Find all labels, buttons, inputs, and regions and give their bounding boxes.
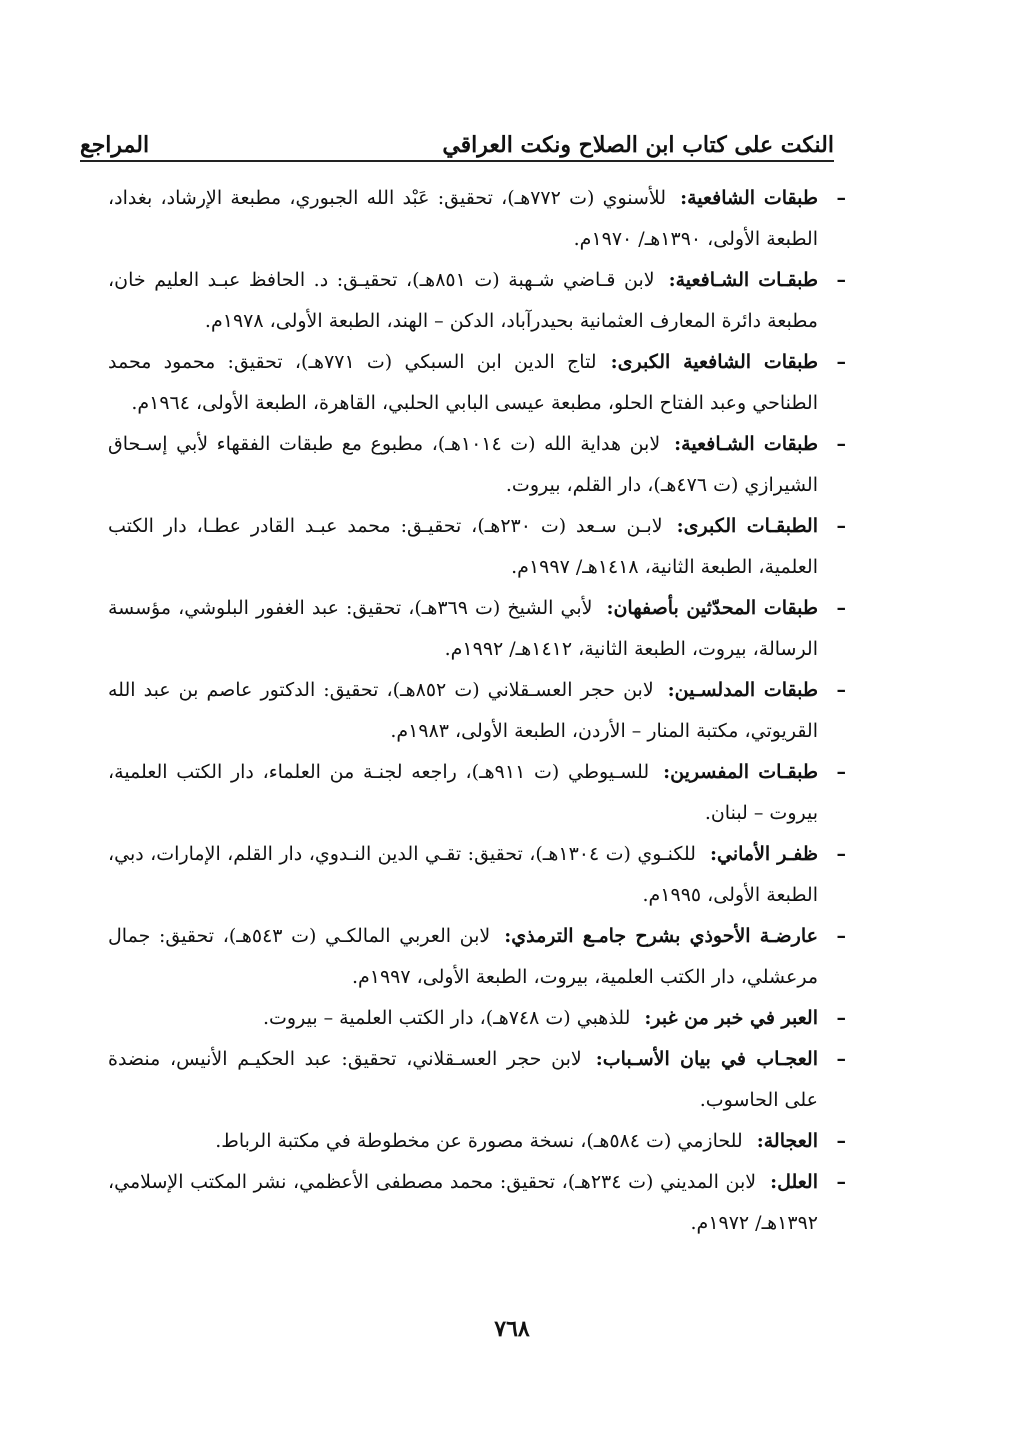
reference-title: عارضـة الأحوذي بشرح جامـع الترمذي: bbox=[504, 925, 818, 947]
reference-entry bbox=[108, 752, 846, 834]
reference-text: للذهبي (ت ٧٤٨هـ)، دار الكتب العلمية – بيروت. bbox=[263, 1007, 631, 1029]
book-title: النكت على كتاب ابن الصلاح ونكت العراقي bbox=[442, 132, 834, 158]
reference-title: العلل: bbox=[770, 1171, 818, 1193]
reference-entry bbox=[108, 834, 846, 916]
header-divider bbox=[80, 160, 834, 162]
bullet-dash: – bbox=[836, 1171, 846, 1193]
bullet-dash: – bbox=[836, 187, 846, 209]
reference-text: للحازمي (ت ٥٨٤هـ)، نسخة مصورة عن مخطوطة في مكتبة الرباط. bbox=[215, 1130, 743, 1152]
reference-title: طبقات المدلسـين: bbox=[667, 679, 818, 701]
bullet-dash: – bbox=[836, 515, 846, 537]
reference-entry bbox=[108, 916, 846, 998]
reference-text: للأسنوي (ت ٧٧٢هـ)، تحقيق: عَبْد الله الجبوري، مطبعة الإرشاد، بغداد، الطبعة الأولى، ١٣٩٠هـ/ ١٩٧٠م. bbox=[108, 187, 818, 250]
reference-entry bbox=[108, 260, 846, 342]
reference-entry bbox=[108, 1162, 846, 1244]
bullet-dash: – bbox=[836, 269, 846, 291]
bullet-dash: – bbox=[836, 925, 846, 947]
bullet-dash: – bbox=[836, 843, 846, 865]
reference-title: العجـاب في بيان الأسـباب: bbox=[595, 1048, 818, 1070]
bullet-dash: – bbox=[836, 1007, 846, 1029]
reference-text: لابن المديني (ت ٢٣٤هـ)، تحقيق: محمد مصطفى الأعظمي، نشر المكتب الإسلامي، ١٣٩٢هـ/ ١٩٧٢م. bbox=[108, 1171, 818, 1234]
reference-entry bbox=[108, 1121, 846, 1162]
reference-text: لابن العربي المالكـي (ت ٥٤٣هـ)، تحقيق: جمال مرعشلي، دار الكتب العلمية، بيروت، الطبعة الأولى، ١٩٩٧م. bbox=[108, 925, 818, 988]
bullet-dash: – bbox=[836, 597, 846, 619]
page-number: ٧٦٨ bbox=[494, 1316, 530, 1342]
reference-title: طبقات المحدّثين بأصفهان: bbox=[606, 597, 818, 619]
reference-entry bbox=[108, 1039, 846, 1121]
reference-entry bbox=[108, 506, 846, 588]
reference-entry bbox=[108, 670, 846, 752]
references-list bbox=[108, 178, 846, 1244]
reference-text: لابن حجر العسـقلاني، تحقيق: عبد الحكيـم الأنيس، منضدة على الحاسوب. bbox=[108, 1048, 818, 1111]
bullet-dash: – bbox=[836, 1048, 846, 1070]
reference-entry bbox=[108, 998, 846, 1039]
reference-title: طبقات الشافعية: bbox=[680, 187, 818, 209]
reference-text: لابن هداية الله (ت ١٠١٤هـ)، مطبوع مع طبقات الفقهاء لأبي إسـحاق الشيرازي (ت ٤٧٦هـ)، دار القلم، بيروت. bbox=[108, 433, 818, 496]
bullet-dash: – bbox=[836, 351, 846, 373]
reference-title: ظفـر الأماني: bbox=[709, 843, 818, 865]
reference-title: طبقات الشـافعية: bbox=[674, 433, 818, 455]
reference-text: لابن حجر العسـقلاني (ت ٨٥٢هـ)، تحقيق: الدكتور عاصم بن عبد الله القريوتي، مكتبة المنار – الأردن، الطبعة الأولى، ١٩٨٣م. bbox=[108, 679, 818, 742]
reference-title: طبقات الشافعية الكبرى: bbox=[610, 351, 818, 373]
reference-title: الطبقـات الكبرى: bbox=[676, 515, 818, 537]
reference-entry bbox=[108, 424, 846, 506]
running-header bbox=[80, 112, 834, 158]
reference-text: لتاج الدين ابن السبكي (ت ٧٧١هـ)، تحقيق: محمود محمد الطناحي وعبد الفتاح الحلو، مطبعة عيسى البابي الحلبي، القاهرة، الطبعة الأولى، ١٩٦٤م. bbox=[108, 351, 818, 414]
reference-entry bbox=[108, 342, 846, 424]
reference-text: للسـيوطي (ت ٩١١هـ)، راجعه لجنـة من العلماء، دار الكتب العلمية، بيروت – لبنان. bbox=[108, 761, 818, 824]
reference-text: للكنـوي (ت ١٣٠٤هـ)، تحقيق: تقـي الدين النـدوي، دار القلم، الإمارات، دبي، الطبعة الأولى، ١٩٩٥م. bbox=[108, 843, 818, 906]
bullet-dash: – bbox=[836, 1130, 846, 1152]
bullet-dash: – bbox=[836, 761, 846, 783]
reference-entry bbox=[108, 178, 846, 260]
reference-title: العبر في خبر من غبر: bbox=[644, 1007, 818, 1029]
reference-entry bbox=[108, 588, 846, 670]
reference-title: طبقـات الشـافعية: bbox=[668, 269, 818, 291]
reference-title: العجالة: bbox=[756, 1130, 818, 1152]
section-title: المراجع bbox=[80, 132, 150, 158]
reference-text: لأبي الشيخ (ت ٣٦٩هـ)، تحقيق: عبد الغفور البلوشي، مؤسسة الرسالة، بيروت، الطبعة الثانية، ١٤١٢هـ/ ١٩٩٢م. bbox=[108, 597, 818, 660]
bullet-dash: – bbox=[836, 433, 846, 455]
reference-text: لابن قـاضي شـهبة (ت ٨٥١هـ)، تحقيـق: د. الحافظ عبـد العليم خان، مطبعة دائرة المعارف العثمانية بحيدرآباد، الدكن – الهند، الطبعة الأولى، ١٩٧٨م. bbox=[108, 269, 818, 332]
reference-text: لابـن سـعد (ت ٢٣٠هـ)، تحقيـق: محمد عبـد القادر عطـا، دار الكتب العلمية، الطبعة الثانية، ١٤١٨هـ/ ١٩٩٧م. bbox=[108, 515, 818, 578]
reference-title: طبقـات المفسرين: bbox=[663, 761, 819, 783]
bullet-dash: – bbox=[836, 679, 846, 701]
